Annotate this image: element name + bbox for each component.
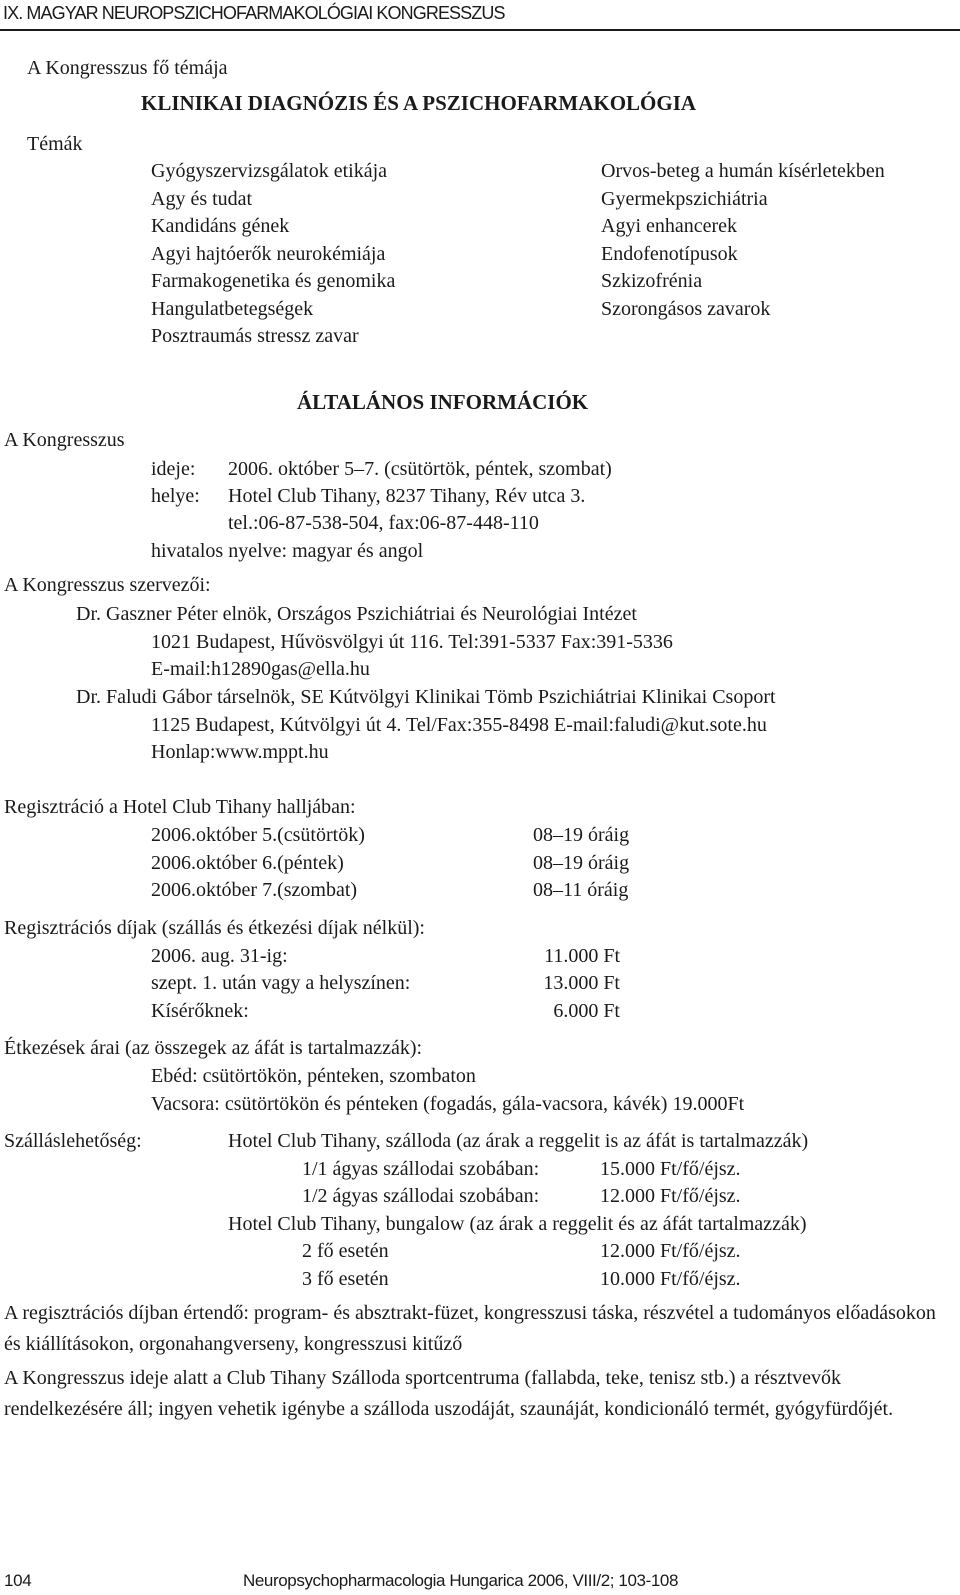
- hotel-room-1: 1/1 ágyas szállodai szobában:: [302, 1158, 540, 1180]
- theme-title: KLINIKAI DIAGNÓZIS ÉS A PSZICHOFARMAKOLÓGIA: [141, 91, 697, 115]
- organizer-2-address: 1125 Budapest, Kútvölgyi út 4. Tel/Fax:355-8498 E-mail:faludi@kut.sote.hu: [151, 714, 767, 736]
- topics-right-column: [601, 158, 885, 323]
- date-label: ideje:: [151, 458, 196, 480]
- registration-day-2: 2006.október 6.(péntek): [151, 852, 344, 874]
- accommodation-label: Szálláslehetőség:: [4, 1130, 142, 1152]
- registration-hours-3: 08–11 óráig: [533, 879, 629, 901]
- topic-item: Agyi enhancerek: [601, 215, 738, 237]
- theme-label: A Kongresszus fő témája: [27, 57, 228, 79]
- fee-price-3: 6.000 Ft: [553, 1000, 620, 1022]
- topic-item: Agy és tudat: [151, 187, 253, 210]
- organizer-2-name: Dr. Faludi Gábor társelnök, SE Kútvölgyi Klinikai Tömb Pszichiátriai Klinikai Csoport: [76, 686, 776, 708]
- registration-label: Regisztráció a Hotel Club Tihany halljában:: [4, 796, 356, 818]
- organizer-1-address: 1021 Budapest, Hűvösvölgyi út 116. Tel:391-5337 Fax:391-5336: [151, 631, 673, 653]
- fee-item-1: 2006. aug. 31-ig:: [151, 945, 288, 967]
- topic-item: Endofenotípusok: [601, 242, 738, 265]
- topic-item: Agyi hajtóerők neurokémiája: [151, 242, 386, 265]
- registration-day-1: 2006.október 5.(csütörtök): [151, 824, 365, 846]
- organizer-2-website: Honlap:www.mppt.hu: [151, 741, 329, 763]
- topic-item: Szorongásos zavarok: [601, 297, 771, 320]
- official-language: hivatalos nyelve: magyar és angol: [151, 540, 424, 562]
- fee-price-1: 11.000 Ft: [544, 945, 620, 967]
- topic-item: Gyógyszervizsgálatok etikája: [151, 160, 388, 182]
- date-value: 2006. október 5–7. (csütörtök, péntek, szombat): [228, 458, 612, 480]
- topic-item: Kandidáns gének: [151, 215, 290, 237]
- meals-label: Étkezések árai (az összegek az áfát is tartalmazzák):: [4, 1037, 423, 1059]
- organizer-1-name: Dr. Gaszner Péter elnök, Országos Pszichiátriai és Neurológiai Intézet: [76, 603, 637, 625]
- topic-item: Farmakogenetika és genomika: [151, 270, 396, 292]
- topic-item: Posztraumás stressz zavar: [151, 325, 359, 347]
- journal-citation: Neuropsychopharmacologia Hungarica 2006, VIII/2; 103-108: [243, 1571, 678, 1590]
- organizer-1-email: E-mail:h12890gas@ella.hu: [151, 658, 370, 680]
- topic-item: Orvos-beteg a humán kísérletekben: [601, 160, 885, 182]
- page-number: 104: [4, 1571, 32, 1590]
- fee-item-3: Kísérőknek:: [151, 1000, 249, 1022]
- topic-item: Hangulatbetegségek: [151, 297, 314, 320]
- hotel-room-2: 1/2 ágyas szállodai szobában:: [302, 1185, 540, 1207]
- bungalow-option-1-price: 12.000 Ft/fő/éjsz.: [600, 1240, 741, 1262]
- meals-dinner: Vacsora: csütörtökön és pénteken (fogadás, gála-vacsora, kávék) 19.000Ft: [151, 1093, 745, 1115]
- hotel-room-1-price: 15.000 Ft/fő/éjsz.: [600, 1158, 741, 1180]
- included-paragraph: A regisztrációs díjban értendő: program- és absztrakt-füzet, kongresszusi táska, részvétel a tudományos előadásokon és kiállításokon, orgonahangverseny, kongresszusi kitűző: [4, 1302, 936, 1355]
- bungalow-option-2-price: 10.000 Ft/fő/éjsz.: [600, 1268, 741, 1290]
- topics-label: Témák: [27, 133, 83, 155]
- sports-paragraph: A Kongresszus ideje alatt a Club Tihany Szálloda sportcentruma (fallabda, teke, tenisz stb.) a résztvevők rendelkezésére áll; ingyen vehetik igénybe a szálloda uszodáját, szaunáját, kondicionáló termét, gyógyfürdőjét.: [4, 1367, 894, 1420]
- hotel-room-2-price: 12.000 Ft/fő/éjsz.: [600, 1185, 741, 1207]
- bungalow-description: Hotel Club Tihany, bungalow (az árak a reggelit és az áfát tartalmazzák): [228, 1213, 807, 1235]
- fee-price-2: 13.000 Ft: [543, 972, 620, 994]
- hotel-description: Hotel Club Tihany, szálloda (az árak a reggelit is az áfát is tartalmazzák): [228, 1130, 809, 1152]
- bungalow-option-1: 2 fő esetén: [302, 1240, 389, 1262]
- running-header: IX. MAGYAR NEUROPSZICHOFARMAKOLÓGIAI KONGRESSZUS: [3, 3, 505, 23]
- registration-hours-1: 08–19 óráig: [533, 824, 630, 846]
- topic-item: Gyermekpszichiátria: [601, 187, 768, 210]
- topic-item: Szkizofrénia: [601, 270, 703, 292]
- phone-fax: tel.:06-87-538-504, fax:06-87-448-110: [228, 512, 539, 534]
- general-info-title: ÁLTALÁNOS INFORMÁCIÓK: [297, 390, 589, 414]
- registration-day-3: 2006.október 7.(szombat): [151, 879, 358, 901]
- bungalow-option-2: 3 fő esetén: [302, 1268, 389, 1290]
- header-rule: [0, 29, 960, 31]
- meals-lunch: Ebéd: csütörtökön, pénteken, szombaton: [151, 1065, 476, 1087]
- congress-label: A Kongresszus: [4, 429, 125, 451]
- fee-item-2: szept. 1. után vagy a helyszínen:: [151, 972, 411, 994]
- registration-hours-2: 08–19 óráig: [533, 852, 630, 874]
- topics-left-column: [151, 158, 395, 351]
- fees-label: Regisztrációs díjak (szállás és étkezési díjak nélkül):: [4, 917, 425, 939]
- organizers-label: A Kongresszus szervezői:: [4, 574, 211, 596]
- place-label: helye:: [151, 485, 200, 507]
- place-value: Hotel Club Tihany, 8237 Tihany, Rév utca 3.: [228, 485, 586, 507]
